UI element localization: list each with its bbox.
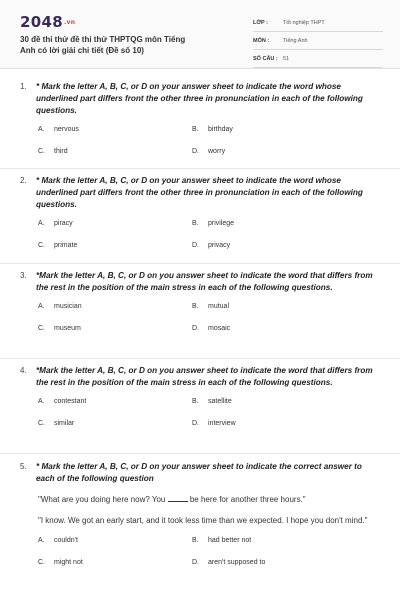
answer-options — [20, 537, 382, 581]
option-text: interview — [208, 420, 236, 427]
option-b[interactable] — [192, 537, 364, 544]
divider — [0, 453, 400, 454]
question-5 — [20, 461, 382, 581]
option-d[interactable] — [192, 559, 364, 566]
option-text: similar — [54, 420, 75, 427]
logo-suffix: .vn — [63, 19, 76, 26]
option-text: might not — [54, 559, 83, 566]
meta-row-count — [253, 50, 383, 68]
answer-options — [20, 303, 382, 347]
dialogue-text: "What are you doing here now? You — [38, 495, 168, 504]
option-text: musician — [54, 303, 82, 310]
question-2 — [20, 175, 382, 264]
question-text: *Mark the letter A, B, C, or D on you answer sheet to indicate the word that differs from the rest in the position of the main stress in each of the following questions. — [36, 366, 373, 387]
option-a[interactable] — [20, 126, 192, 133]
option-a[interactable] — [20, 398, 192, 405]
option-c[interactable] — [20, 242, 192, 249]
divider — [0, 358, 400, 359]
option-b[interactable] — [192, 220, 364, 227]
option-letter: D. — [192, 148, 199, 155]
question-text: *Mark the letter A, B, C, or D on you answer sheet to indicate the word that differs from the rest in the position of the main stress in each of the following questions. — [36, 271, 373, 292]
answer-options — [20, 126, 382, 170]
meta-label: LỚP : — [253, 19, 268, 26]
option-letter: C. — [38, 420, 45, 427]
question-3 — [20, 270, 382, 347]
option-text: contestant — [54, 398, 87, 405]
option-letter: B. — [192, 398, 199, 405]
option-text: privilege — [208, 220, 235, 227]
option-text: had better not — [208, 537, 252, 544]
option-text: couldn't — [54, 537, 78, 544]
question-1 — [20, 81, 382, 170]
question-number: 5. — [20, 462, 27, 471]
option-text: mutual — [208, 303, 230, 310]
option-text: primate — [54, 242, 78, 249]
option-letter: C. — [38, 148, 45, 155]
question-text: * Mark the letter A, B, C, or D on your answer sheet to indicate the correct answer to each of the following question — [36, 462, 362, 483]
option-a[interactable] — [20, 537, 192, 544]
option-c[interactable] — [20, 148, 192, 155]
option-letter: B. — [192, 303, 199, 310]
site-logo[interactable] — [20, 13, 75, 31]
option-letter: B. — [192, 220, 199, 227]
option-letter: C. — [38, 559, 45, 566]
option-a[interactable] — [20, 220, 192, 227]
option-b[interactable] — [192, 126, 364, 133]
question-text: * Mark the letter A, B, C, or D on your answer sheet to indicate the word whose underlined part differs front the other three in pronunciation in each of the following questions. — [36, 82, 363, 115]
option-text: worry — [208, 148, 226, 155]
option-letter: D. — [192, 242, 199, 249]
option-c[interactable] — [20, 325, 192, 332]
meta-value: 51 — [283, 55, 290, 62]
option-b[interactable] — [192, 303, 364, 310]
meta-label: SỐ CÂU : — [253, 55, 278, 62]
option-letter: C. — [38, 325, 45, 332]
option-letter: A. — [38, 303, 45, 310]
option-text: museum — [54, 325, 81, 332]
question-number: 1. — [20, 82, 27, 91]
option-letter: A. — [38, 537, 45, 544]
option-text: third — [54, 148, 68, 155]
question-text: * Mark the letter A, B, C, or D on your answer sheet to indicate the word whose underlined part differs front the other three in pronunciation in each of the following questions. — [36, 176, 363, 209]
option-text: birthday — [208, 126, 233, 133]
dialogue-line-2: "I know. We got an early start, and it took less time than we expected. I hope you don't mind." — [38, 516, 368, 525]
option-b[interactable] — [192, 398, 364, 405]
dialogue-text: be here for another three hours." — [187, 495, 306, 504]
option-letter: A. — [38, 126, 45, 133]
option-letter: D. — [192, 559, 199, 566]
option-d[interactable] — [192, 242, 364, 249]
question-number: 3. — [20, 271, 27, 280]
answer-options — [20, 220, 382, 264]
question-number: 2. — [20, 176, 27, 185]
option-text: nervous — [54, 126, 79, 133]
page-header — [0, 0, 400, 69]
option-text: aren't supposed to — [208, 559, 266, 566]
question-4 — [20, 365, 382, 442]
meta-value: Tiếng Anh — [283, 37, 308, 44]
meta-row-class — [253, 14, 383, 32]
option-d[interactable] — [192, 148, 364, 155]
dialogue-line-1 — [38, 493, 382, 506]
option-letter: B. — [192, 537, 199, 544]
option-letter: A. — [38, 398, 45, 405]
option-d[interactable] — [192, 420, 364, 427]
question-number: 4. — [20, 366, 27, 375]
option-letter: D. — [192, 325, 199, 332]
document-title: 30 đề thi thử đề thi thử THPTQG môn Tiếng Anh có lời giải chi tiết (Đề số 10) — [20, 35, 186, 55]
logo-text: 2048 — [20, 13, 63, 31]
option-letter: B. — [192, 126, 199, 133]
option-text: mosaic — [208, 325, 231, 332]
divider — [0, 168, 400, 169]
divider — [0, 263, 400, 264]
meta-value: Tốt nghiệp THPT — [283, 19, 325, 26]
option-text: piracy — [54, 220, 73, 227]
option-c[interactable] — [20, 559, 192, 566]
option-c[interactable] — [20, 420, 192, 427]
option-d[interactable] — [192, 325, 364, 332]
option-letter: A. — [38, 220, 45, 227]
answer-blank — [168, 493, 188, 502]
option-text: satellite — [208, 398, 232, 405]
meta-label: MÔN : — [253, 37, 270, 44]
meta-row-subject — [253, 32, 383, 50]
option-a[interactable] — [20, 303, 192, 310]
option-letter: D. — [192, 420, 199, 427]
answer-options — [20, 398, 382, 442]
meta-info — [253, 14, 383, 68]
option-text: privacy — [208, 242, 231, 249]
option-letter: C. — [38, 242, 45, 249]
